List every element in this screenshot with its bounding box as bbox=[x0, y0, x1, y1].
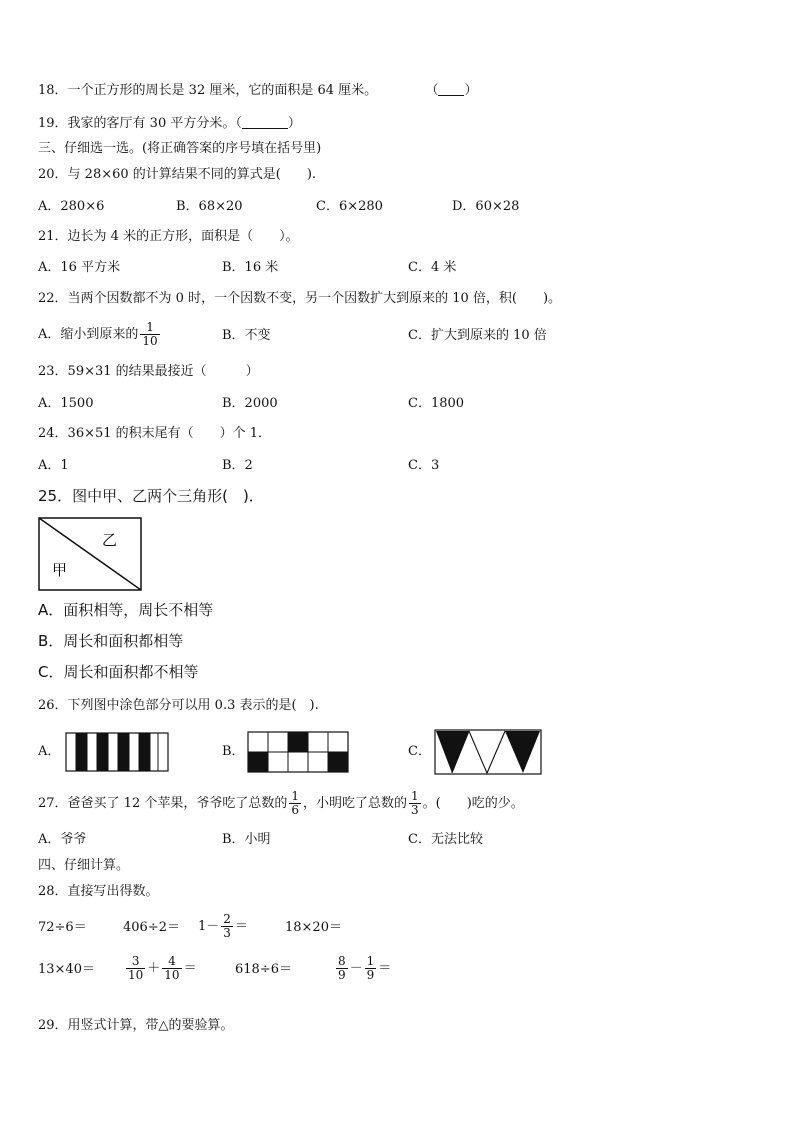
question-27-suffix: 。( )吃的少。 bbox=[422, 796, 524, 811]
calc-72-div-6: 72÷6＝ bbox=[38, 920, 87, 935]
q23-option-c[interactable]: C．1800 bbox=[408, 396, 465, 411]
q26-option-c-label[interactable]: C． bbox=[408, 744, 431, 759]
answer-paren-open: （ bbox=[425, 83, 439, 98]
answer-paren-close: ） bbox=[287, 116, 301, 131]
q23-option-a[interactable]: A．1500 bbox=[38, 396, 94, 411]
fraction-one-sixth: $\frac{1}{6}$ bbox=[291, 789, 299, 817]
calc-13-times-40: 13×40＝ bbox=[38, 962, 95, 977]
q21-option-b[interactable]: B．16 米 bbox=[222, 260, 279, 275]
q27-option-b[interactable]: B．小明 bbox=[222, 832, 271, 847]
calc-406-div-2: 406÷2＝ bbox=[123, 920, 180, 935]
section-3-heading: 三、仔细选一选。(将正确答案的序号填在括号里) bbox=[38, 141, 322, 156]
q22-option-c[interactable]: C．扩大到原来的 10 倍 bbox=[408, 328, 547, 343]
q26-option-b-label[interactable]: B． bbox=[222, 744, 245, 759]
question-18-text: 18．一个正方形的周长是 32 厘米，它的面积是 64 厘米。 bbox=[38, 83, 378, 98]
striped-bar-figure[interactable] bbox=[65, 732, 169, 772]
fraction-one-third: $\frac{1}{3}$ bbox=[411, 789, 419, 817]
triangle-strip-figure[interactable] bbox=[434, 729, 542, 775]
calc-three-tenths-plus-four-tenths: $\frac{3}{10}$ ＋ $\frac{4}{10}$ ＝ bbox=[128, 954, 197, 982]
question-27-prefix: 27．爸爸买了 12 个苹果，爷爷吃了总数的 bbox=[38, 796, 288, 811]
q27-option-c[interactable]: C．无法比较 bbox=[408, 832, 483, 847]
diagonal-line bbox=[39, 518, 141, 590]
q25-option-c[interactable]: C．周长和面积都不相等 bbox=[38, 663, 199, 681]
question-27-middle: ，小明吃了总数的 bbox=[303, 796, 408, 811]
section-4-heading: 四、仔细计算。 bbox=[38, 858, 130, 873]
label-jia: 甲 bbox=[52, 561, 68, 579]
answer-blank[interactable] bbox=[438, 83, 464, 96]
question-21-text: 21．边长为 4 米的正方形，面积是（ ）。 bbox=[38, 229, 299, 244]
fraction-one-tenth: $\frac{1}{10}$ bbox=[142, 320, 158, 348]
calc-1-minus-two-thirds: 1－ $\frac{2}{3}$ ＝ bbox=[198, 912, 248, 940]
q24-option-c[interactable]: C．3 bbox=[408, 458, 440, 473]
calc-eight-ninths-minus-one-ninth: $\frac{8}{9}$ － $\frac{1}{9}$ ＝ bbox=[338, 954, 392, 982]
q22-option-a-label: A．缩小到原来的 bbox=[38, 327, 139, 342]
q27-option-a[interactable]: A．爷爷 bbox=[38, 832, 87, 847]
q20-option-a[interactable]: A．280×6 bbox=[38, 199, 105, 214]
q21-option-c[interactable]: C．4 米 bbox=[408, 260, 457, 275]
question-23-text: 23．59×31 的结果最接近（ ） bbox=[38, 364, 259, 379]
question-24-text: 24．36×51 的积末尾有（ ）个 1． bbox=[38, 426, 272, 441]
answer-paren-close: ） bbox=[464, 83, 478, 98]
question-27 bbox=[38, 786, 524, 822]
q25-option-b[interactable]: B．周长和面积都相等 bbox=[38, 632, 184, 650]
question-25-text: 25．图中甲、乙两个三角形( )． bbox=[38, 487, 264, 505]
question-19 bbox=[38, 115, 301, 133]
q21-option-a[interactable]: A．16 平方米 bbox=[38, 260, 121, 275]
grid-figure[interactable] bbox=[247, 731, 349, 773]
q25-option-a[interactable]: A．面积相等，周长不相等 bbox=[38, 601, 214, 619]
question-26-text: 26．下列图中涂色部分可以用 0.3 表示的是( ). bbox=[38, 698, 319, 713]
q26-option-a-label[interactable]: A． bbox=[38, 744, 61, 759]
question-28-text: 28．直接写出得数。 bbox=[38, 884, 159, 899]
q24-option-a[interactable]: A．1 bbox=[38, 458, 69, 473]
question-29-text: 29．用竖式计算，带△的要验算。 bbox=[38, 1018, 234, 1033]
q20-option-d[interactable]: D．60×28 bbox=[452, 199, 520, 214]
question-20-text: 20．与 28×60 的计算结果不同的算式是( ). bbox=[38, 167, 317, 182]
question-18 bbox=[38, 82, 477, 100]
calc-618-div-6: 618÷6＝ bbox=[235, 962, 292, 977]
triangle-figure bbox=[38, 517, 143, 591]
q22-option-b[interactable]: B．不变 bbox=[222, 328, 271, 343]
question-22-text: 22．当两个因数都不为 0 时，一个因数不变，另一个因数扩大到原来的 10 倍，积( )。 bbox=[38, 291, 562, 306]
q22-option-a[interactable] bbox=[38, 320, 162, 350]
answer-blank[interactable] bbox=[242, 116, 288, 129]
question-19-text: 19．我家的客厅有 30 平方分米。（ bbox=[38, 116, 242, 131]
label-yi: 乙 bbox=[102, 531, 118, 549]
q23-option-b[interactable]: B．2000 bbox=[222, 396, 278, 411]
q24-option-b[interactable]: B．2 bbox=[222, 458, 253, 473]
q20-option-c[interactable]: C．6×280 bbox=[316, 199, 383, 214]
calc-18-times-20: 18×20＝ bbox=[285, 920, 342, 935]
q20-option-b[interactable]: B．68×20 bbox=[176, 199, 243, 214]
